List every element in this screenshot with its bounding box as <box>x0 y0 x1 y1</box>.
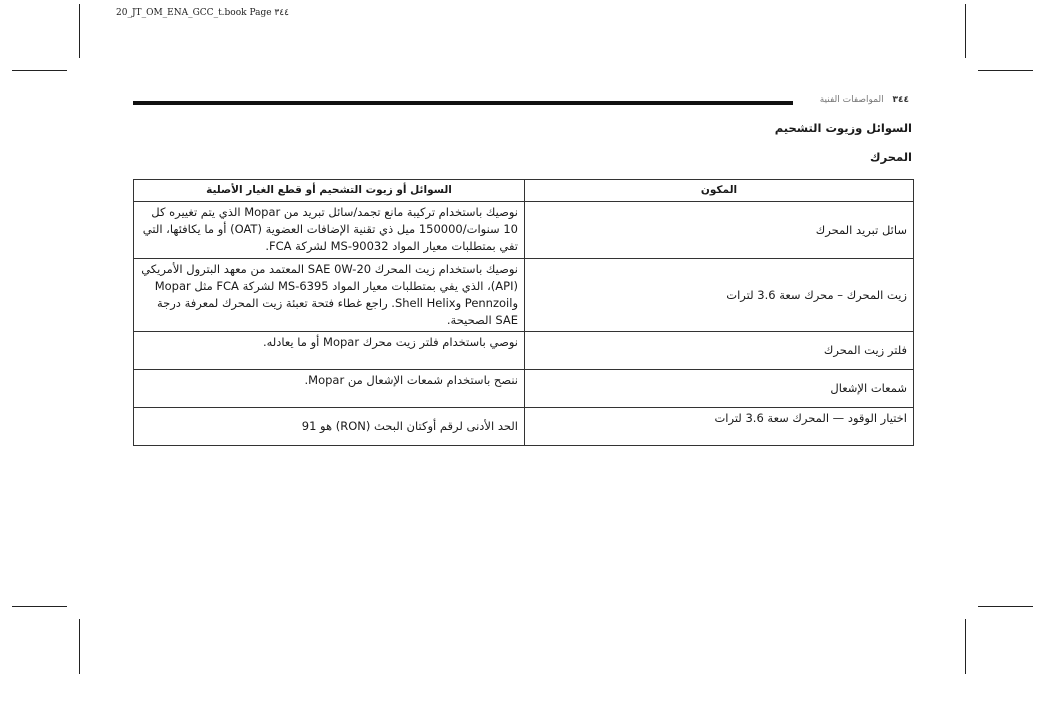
page-number: ٣٤٤ <box>892 95 909 105</box>
crop-mark-bottom-left-horizontal <box>12 606 67 607</box>
crop-mark-top-right-vertical <box>965 4 966 58</box>
cell-component: اختيار الوقود — المحرك سعة 3.6 لترات <box>525 408 914 446</box>
cell-component: زيت المحرك – محرك سعة 3.6 لترات <box>525 259 914 332</box>
cell-component: شمعات الإشعال <box>525 370 914 408</box>
table-row <box>134 370 914 408</box>
running-head <box>820 95 909 105</box>
header-component: المكون <box>525 180 914 202</box>
crop-mark-top-right-horizontal <box>978 70 1033 71</box>
subsection-title: المحرك <box>870 150 912 164</box>
table-row <box>134 202 914 259</box>
section-title: السوائل وزيوت التشحيم <box>774 121 912 135</box>
table-row <box>134 259 914 332</box>
cell-component: فلتر زيت المحرك <box>525 332 914 370</box>
table-row <box>134 332 914 370</box>
table-row <box>134 408 914 446</box>
fluids-spec-table <box>133 179 914 446</box>
crop-mark-top-left-vertical <box>79 4 80 58</box>
book-file-info: 20_JT_OM_ENA_GCC_t.book Page ٣٤٤ <box>116 8 289 18</box>
cell-fluid: ننصح باستخدام شمعات الإشعال من Mopar. <box>134 370 525 408</box>
running-head-section: المواصفات الفنية <box>819 95 884 105</box>
crop-mark-bottom-left-vertical <box>79 619 80 674</box>
crop-mark-top-left-horizontal <box>12 70 67 71</box>
crop-mark-bottom-right-vertical <box>965 619 966 674</box>
cell-fluid: نوصي باستخدام فلتر زيت محرك Mopar أو ما يعادله. <box>134 332 525 370</box>
header-fluid: السوائل أو زيوت التشحيم أو قطع الغيار الأصلية <box>134 180 525 202</box>
crop-mark-bottom-right-horizontal <box>978 606 1033 607</box>
cell-component: سائل تبريد المحرك <box>525 202 914 259</box>
cell-fluid: الحد الأدنى لرقم أوكتان البحث (RON) هو 91 <box>134 408 525 446</box>
cell-fluid: نوصيك باستخدام تركيبة مانع تجمد/سائل تبريد من Mopar الذي يتم تغييره كل 10 سنوات/150000 ميل ذي تقنية الإضافات العضوية (OAT) أو ما يكافئها، التي تفي بمتطلبات معيار المواد MS-90032 لشركة FCA. <box>134 202 525 259</box>
table-header-row <box>134 180 914 202</box>
header-rule <box>133 101 793 105</box>
cell-fluid: نوصيك باستخدام زيت المحرك SAE 0W-20 المعتمد من معهد البترول الأمريكي (API)، الذي يفي بمتطلبات معيار المواد MS-6395 لشركة FCA مثل Mopar وPennzoil وShell Helix. راجع غطاء فتحة تعبئة زيت المحرك لمعرفة درجة SAE الصحيحة. <box>134 259 525 332</box>
